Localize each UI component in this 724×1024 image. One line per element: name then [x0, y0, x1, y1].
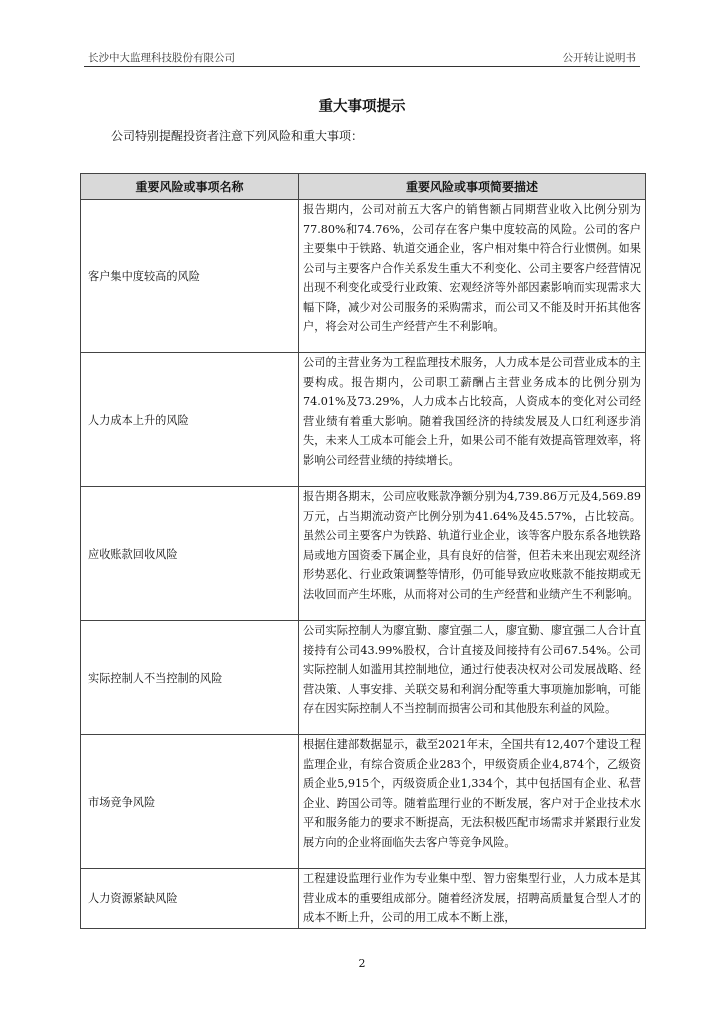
risk-name: 实际控制人不当控制的风险: [81, 621, 299, 735]
risk-desc: 报告期各期末，公司应收账款净额分别为4,739.86万元及4,569.89万元，占当期流动资产比例分别为41.64%及45.57%，占比较高。虽然公司主要客户为铁路、轨道行业企业，该等客户股东系各地铁路局或地方国资委下属企业，具有良好的信誉，但若未来出现宏观经济形势恶化、行业政策调整等情形，仍可能导致应收账款不能按期或无法收回而产生坏账，从而将对公司的生产经营和业绩产生不利影响。: [299, 487, 646, 621]
page-number: 2: [358, 957, 366, 970]
risk-desc: 公司的主营业务为工程监理技术服务，人力成本是公司营业成本的主要构成。报告期内，公司职工薪酬占主营业务成本的比例分别为74.01%及73.29%，人力成本占比较高，人资成本的变化对公司经营业绩有着重大影响。随着我国经济的持续发展及人口红利逐步消失，未来人工成本可能会上升，如果公司不能有效提高管理效率，将影响公司经营业绩的持续增长。: [299, 353, 646, 487]
table-row: [81, 869, 646, 929]
table-header-row: [81, 174, 646, 200]
risk-name: 人力资源紧缺风险: [81, 869, 299, 929]
header-company: 长沙中大监理科技股份有限公司: [88, 52, 235, 64]
risk-name: 市场竞争风险: [81, 735, 299, 869]
risk-name: 应收账款回收风险: [81, 487, 299, 621]
risk-desc: 报告期内，公司对前五大客户的销售额占同期营业收入比例分别为77.80%和74.76%，公司存在客户集中度较高的风险。公司的客户主要集中于铁路、轨道交通企业，客户相对集中符合行业惯例。如果公司与主要客户合作关系发生重大不利变化、公司主要客户经营情况出现不利变化或受行业政策、宏观经济等外部因素影响而实现需求大幅下降，减少对公司服务的采购需求，而公司又不能及时开拓其他客户，将会对公司生产经营产生不利影响。: [299, 200, 646, 353]
risk-name: 人力成本上升的风险: [81, 353, 299, 487]
risk-desc: 根据住建部数据显示，截至2021年末，全国共有12,407个建设工程监理企业，有综合资质企业283个，甲级资质企业4,874个，乙级资质企业5,915个，丙级资质企业1,334个，其中包括国有企业、私营企业、跨国公司等。随着监理行业的不断发展，客户对于企业技术水平和服务能力的要求不断提高，无法积极匹配市场需求并紧跟行业发展方向的企业将面临失去客户等竞争风险。: [299, 735, 646, 869]
page-header: [84, 50, 640, 67]
table-row: [81, 621, 646, 735]
risk-desc: 公司实际控制人为廖宜勤、廖宜强二人，廖宜勤、廖宜强二人合计直接持有公司43.99%股权，合计直接及间接持有公司67.54%。公司实际控制人如滥用其控制地位，通过行使表决权对公司发展战略、经营决策、人事安排、关联交易和利润分配等重大事项施加影响，可能存在因实际控制人不当控制而损害公司和其他股东利益的风险。: [299, 621, 646, 735]
page-title: 重大事项提示: [318, 98, 406, 115]
intro-text: 公司特别提醒投资者注意下列风险和重大事项：: [111, 129, 364, 143]
risk-table: [80, 173, 646, 929]
header-doc-title: 公开转让说明书: [562, 52, 636, 64]
table-row: [81, 200, 646, 353]
header-risk-desc: 重要风险或事项简要描述: [299, 174, 646, 200]
table-row: [81, 353, 646, 487]
header-risk-name: 重要风险或事项名称: [81, 174, 299, 200]
table-row: [81, 487, 646, 621]
risk-desc: 工程建设监理行业作为专业集中型、智力密集型行业，人力成本是其营业成本的重要组成部分。随着经济发展，招聘高质量复合型人才的成本不断上升，公司的用工成本不断上涨，: [299, 869, 646, 929]
table-row: [81, 735, 646, 869]
risk-name: 客户集中度较高的风险: [81, 200, 299, 353]
